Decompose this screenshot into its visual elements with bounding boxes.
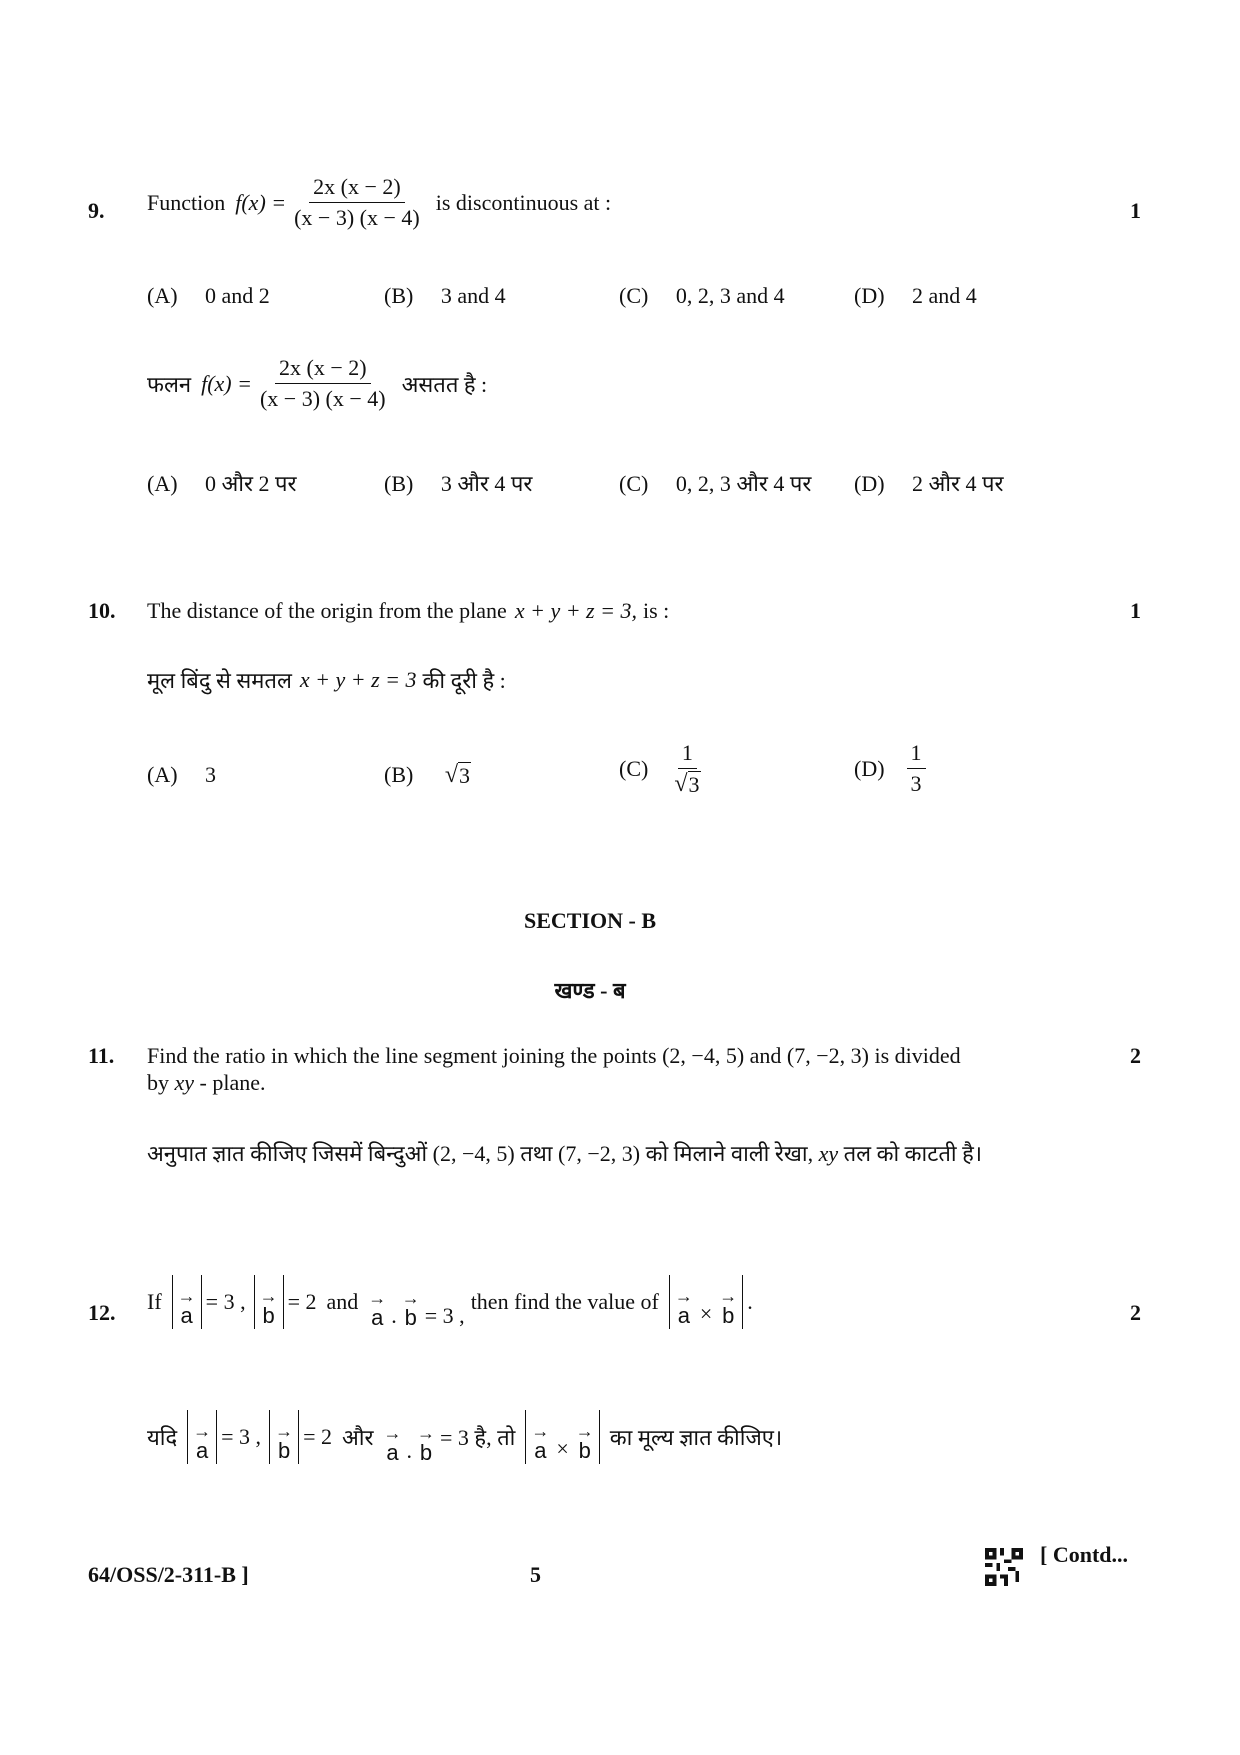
- q9-denominator: (x − 3) (x − 4): [294, 205, 420, 230]
- vector-b: b: [277, 1438, 291, 1463]
- q12-dot: .: [391, 1303, 397, 1328]
- q10-plane-equation-hindi: x + y + z = 3: [299, 667, 417, 692]
- vector-arrow-icon: →: [719, 1286, 738, 1306]
- q11-plane: - plane.: [199, 1070, 266, 1095]
- vector-a: a: [371, 1305, 384, 1330]
- page-number: 5: [530, 1562, 541, 1587]
- q9-option-a-hindi[interactable]: [147, 468, 297, 498]
- question-marks: 2: [1130, 1300, 1141, 1325]
- vector-b: b: [404, 1305, 417, 1330]
- question-11-text-hindi: [147, 1138, 982, 1168]
- magnitude-cross: [669, 1275, 743, 1329]
- sqrt-radicand: 3: [459, 763, 470, 788]
- option-label: (D): [854, 471, 885, 496]
- q11-by: by: [147, 1070, 169, 1095]
- q9-option-c[interactable]: [619, 283, 785, 309]
- option-label: (A): [147, 471, 178, 496]
- vector-arrow-icon: →: [674, 1286, 693, 1306]
- q9-option-c-hindi[interactable]: [619, 468, 811, 498]
- option-label: (C): [619, 756, 649, 781]
- q9-numerator: 2x (x − 2): [309, 174, 405, 203]
- fraction-numerator: 1: [907, 740, 926, 769]
- vector-arrow-icon: →: [383, 1423, 402, 1443]
- sqrt-icon: √: [444, 762, 458, 788]
- question-number: 11.: [88, 1043, 115, 1068]
- q10-prefix-hindi: मूल बिंदु से समतल: [147, 668, 292, 693]
- vector-b: b: [578, 1438, 591, 1463]
- option-label: (A): [147, 762, 178, 787]
- question-number: 9.: [88, 198, 105, 223]
- question-10-text: [147, 598, 669, 624]
- vector-b: b: [262, 1303, 275, 1328]
- vector-a: a: [534, 1438, 547, 1463]
- q10-plane-equation: x + y + z = 3,: [514, 598, 637, 623]
- q9-numerator-hindi: 2x (x − 2): [275, 355, 371, 384]
- q9-fraction-hindi: [256, 355, 390, 412]
- q9-suffix-hindi: असतत है :: [401, 371, 488, 397]
- q9-denominator-hindi: (x − 3) (x − 4): [259, 386, 386, 411]
- q12-and: and: [326, 1289, 359, 1314]
- vector-arrow-icon: →: [417, 1423, 435, 1443]
- q11-xy: xy: [174, 1070, 195, 1095]
- q9-option-b[interactable]: [384, 283, 506, 309]
- fraction-denominator: [670, 769, 704, 798]
- question-marks: 1: [1130, 598, 1141, 623]
- sqrt-radicand: 3: [688, 772, 700, 797]
- option-label: (D): [854, 755, 885, 781]
- q12-eq1: = 3 ,: [205, 1289, 246, 1314]
- q9-prefix-hindi: फलन: [147, 371, 192, 397]
- q9-option-b-hindi[interactable]: [384, 468, 532, 498]
- option-value: 3 and 4: [440, 283, 506, 308]
- vector-arrow-icon: →: [401, 1288, 420, 1308]
- question-12-text-hindi: [147, 1410, 782, 1464]
- q10-option-c[interactable]: [619, 740, 709, 798]
- option-value: 2 और 4 पर: [912, 471, 1004, 496]
- q10-suffix-hindi: की दूरी है :: [422, 668, 506, 693]
- option-fraction: [670, 740, 704, 798]
- q12-eq3-hindi: = 3 है, तो: [440, 1425, 516, 1450]
- qr-code-icon: [985, 1548, 1023, 1592]
- option-label: (B): [384, 283, 414, 308]
- magnitude-a: [187, 1410, 217, 1464]
- q12-dot-hindi: .: [406, 1438, 412, 1463]
- paper-code: 64/OSS/2-311-B ]: [88, 1562, 249, 1587]
- q10-suffix: is :: [642, 598, 670, 623]
- option-label: (B): [384, 762, 414, 787]
- q12-eq3: = 3 ,: [424, 1303, 465, 1328]
- q9-option-d[interactable]: [854, 283, 977, 309]
- question-11-line-1: Find the ratio in which the line segment joining the points (2, −4, 5) and (7, −2, 3) is divided: [147, 1043, 961, 1068]
- vector-a: a: [677, 1303, 690, 1328]
- vector-a: a: [180, 1303, 193, 1328]
- question-marks: 2: [1130, 1043, 1141, 1068]
- q12-if: If: [147, 1289, 162, 1314]
- q10-option-d[interactable]: [854, 740, 930, 797]
- q12-eq2: = 2: [287, 1289, 317, 1314]
- question-10-text-hindi: [147, 665, 506, 695]
- option-label: (C): [619, 471, 649, 496]
- option-label: (C): [619, 283, 649, 308]
- q11-hindi-xy: xy: [818, 1141, 839, 1166]
- q10-text: The distance of the origin from the plane: [147, 598, 507, 623]
- q12-if-hindi: यदि: [147, 1425, 178, 1450]
- vector-arrow-icon: →: [259, 1286, 278, 1306]
- q12-eq1-hindi: = 3 ,: [221, 1424, 262, 1449]
- q11-hindi-a: अनुपात ज्ञात कीजिए जिसमें बिन्दुओं (2, −4, 5) तथा (7, −2, 3) को मिलाने वाली रेखा,: [147, 1141, 814, 1166]
- magnitude-cross: [525, 1410, 599, 1464]
- continued-label: [ Contd...: [1040, 1542, 1129, 1567]
- option-value: 0 और 2 पर: [205, 471, 297, 496]
- question-12-text: [147, 1275, 753, 1329]
- vector-a: a: [386, 1440, 399, 1465]
- vector-arrow-icon: →: [368, 1288, 387, 1308]
- option-label: (A): [147, 283, 178, 308]
- option-fraction: [907, 740, 926, 797]
- vector-arrow-icon: →: [575, 1421, 594, 1441]
- question-number: 10.: [88, 598, 116, 623]
- option-value: 2 and 4: [912, 283, 977, 308]
- question-11-line-2: [147, 1070, 266, 1096]
- fraction-denominator: 3: [910, 771, 922, 796]
- q9-fraction: [290, 174, 424, 231]
- section-title: SECTION - B: [523, 908, 657, 933]
- option-value: 0, 2, 3 and 4: [675, 283, 785, 308]
- q9-function-hindi: f(x) =: [201, 370, 252, 396]
- sqrt-icon: √: [674, 771, 688, 797]
- sqrt-value: [445, 762, 471, 789]
- vector-b: b: [722, 1303, 735, 1328]
- option-value: 0, 2, 3 और 4 पर: [675, 471, 812, 496]
- q10-option-b[interactable]: [384, 762, 471, 789]
- question-9-text-hindi: [147, 355, 487, 412]
- cross-product-icon: ×: [699, 1301, 713, 1326]
- q12-and-hindi: और: [341, 1425, 374, 1450]
- option-label: (B): [384, 471, 414, 496]
- option-label: (D): [854, 283, 885, 308]
- section-title-hindi: खण्ड - ब: [554, 978, 626, 1003]
- option-value: 0 and 2: [205, 283, 270, 308]
- q9-function: f(x) =: [235, 189, 287, 215]
- vector-arrow-icon: →: [177, 1286, 196, 1306]
- q9-suffix: is discontinuous at :: [435, 189, 612, 215]
- question-marks: 1: [1130, 198, 1141, 223]
- vector-arrow-icon: →: [193, 1421, 212, 1441]
- q10-option-a[interactable]: [147, 762, 216, 788]
- q9-option-d-hindi[interactable]: [854, 468, 1004, 498]
- option-value: 3 और 4 पर: [440, 471, 533, 496]
- fraction-numerator: 1: [678, 740, 697, 769]
- cross-product-icon: ×: [556, 1436, 569, 1461]
- question-number: 12.: [88, 1300, 116, 1325]
- q12-end-hindi: का मूल्य ज्ञात कीजिए।: [609, 1425, 783, 1450]
- vector-a: a: [196, 1438, 209, 1463]
- q9-prefix: Function: [147, 189, 226, 215]
- vector-arrow-icon: →: [531, 1421, 550, 1441]
- vector-arrow-icon: →: [275, 1421, 294, 1441]
- q9-option-a[interactable]: [147, 283, 270, 309]
- vector-b: b: [419, 1440, 433, 1465]
- question-9-text: [147, 174, 611, 231]
- option-value: 3: [205, 762, 217, 787]
- magnitude-b: [269, 1410, 299, 1464]
- magnitude-b: [254, 1275, 284, 1329]
- q12-eq2-hindi: = 2: [303, 1424, 332, 1449]
- q12-end: .: [747, 1289, 753, 1314]
- magnitude-a: [172, 1275, 202, 1329]
- q12-then: then find the value of: [470, 1289, 659, 1314]
- q11-hindi-b: तल को काटती है।: [843, 1141, 983, 1166]
